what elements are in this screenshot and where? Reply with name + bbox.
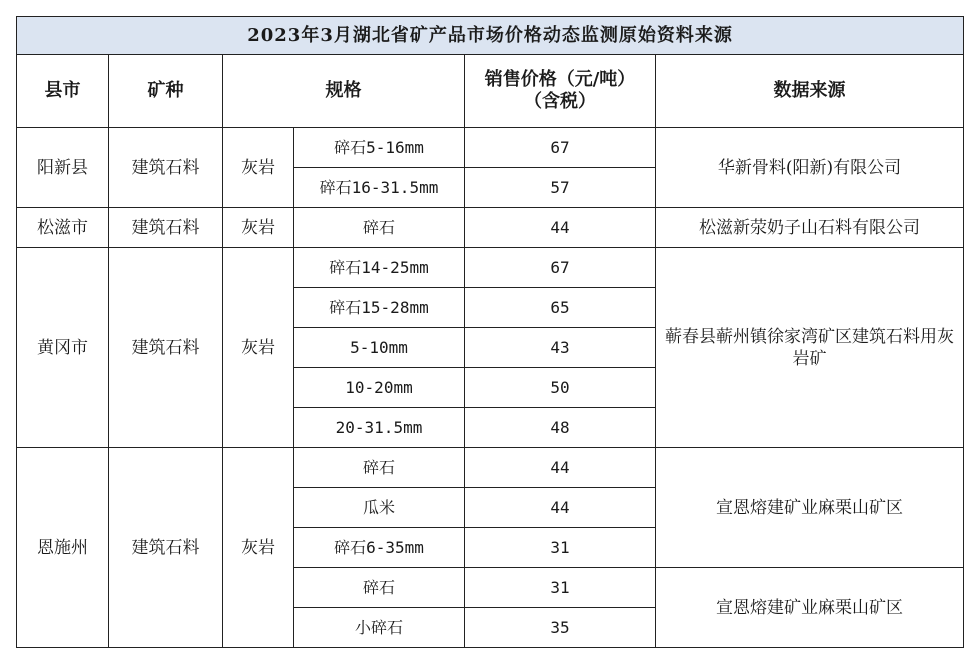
- rock-cell: 灰岩: [223, 248, 294, 448]
- rock-cell: 灰岩: [223, 128, 294, 208]
- spec-cell: 碎石16-31.5mm: [294, 168, 465, 208]
- header-mineral: 矿种: [109, 55, 223, 128]
- price-source-table: [16, 16, 964, 648]
- price-cell: 44: [465, 488, 656, 528]
- price-cell: 44: [465, 208, 656, 248]
- source-cell: 宣恩熔建矿业麻栗山矿区: [656, 448, 964, 568]
- spec-cell: 碎石: [294, 208, 465, 248]
- mineral-cell: 建筑石料: [109, 208, 223, 248]
- county-cell: 黄冈市: [17, 248, 109, 448]
- price-cell: 31: [465, 568, 656, 608]
- mineral-cell: 建筑石料: [109, 448, 223, 648]
- header-source: 数据来源: [656, 55, 964, 128]
- table-title: 2023年3月湖北省矿产品市场价格动态监测原始资料来源: [17, 17, 964, 55]
- price-cell: 67: [465, 248, 656, 288]
- source-cell: 松滋新荥奶子山石料有限公司: [656, 208, 964, 248]
- price-cell: 57: [465, 168, 656, 208]
- price-cell: 35: [465, 608, 656, 648]
- source-cell: 宣恩熔建矿业麻栗山矿区: [656, 568, 964, 648]
- price-cell: 31: [465, 528, 656, 568]
- table-row: [17, 248, 964, 288]
- spec-cell: 20-31.5mm: [294, 408, 465, 448]
- price-cell: 67: [465, 128, 656, 168]
- spec-cell: 碎石14-25mm: [294, 248, 465, 288]
- header-price: 销售价格（元/吨）（含税）: [465, 55, 656, 128]
- price-cell: 43: [465, 328, 656, 368]
- rock-cell: 灰岩: [223, 448, 294, 648]
- price-cell: 50: [465, 368, 656, 408]
- header-spec: 规格: [223, 55, 465, 128]
- table-body: [17, 128, 964, 648]
- spec-cell: 5-10mm: [294, 328, 465, 368]
- source-cell: 华新骨料(阳新)有限公司: [656, 128, 964, 208]
- spec-cell: 碎石: [294, 568, 465, 608]
- county-cell: 恩施州: [17, 448, 109, 648]
- spec-cell: 10-20mm: [294, 368, 465, 408]
- rock-cell: 灰岩: [223, 208, 294, 248]
- mineral-cell: 建筑石料: [109, 248, 223, 448]
- price-cell: 44: [465, 448, 656, 488]
- spec-cell: 小碎石: [294, 608, 465, 648]
- price-cell: 48: [465, 408, 656, 448]
- county-cell: 阳新县: [17, 128, 109, 208]
- spec-cell: 碎石15-28mm: [294, 288, 465, 328]
- spec-cell: 碎石: [294, 448, 465, 488]
- county-cell: 松滋市: [17, 208, 109, 248]
- mineral-cell: 建筑石料: [109, 128, 223, 208]
- spec-cell: 碎石5-16mm: [294, 128, 465, 168]
- source-cell: 蕲春县蕲州镇徐家湾矿区建筑石料用灰岩矿: [656, 248, 964, 448]
- spec-cell: 碎石6-35mm: [294, 528, 465, 568]
- table-row: [17, 208, 964, 248]
- price-cell: 65: [465, 288, 656, 328]
- table-row: [17, 128, 964, 168]
- header-county: 县市: [17, 55, 109, 128]
- table-row: [17, 448, 964, 488]
- spec-cell: 瓜米: [294, 488, 465, 528]
